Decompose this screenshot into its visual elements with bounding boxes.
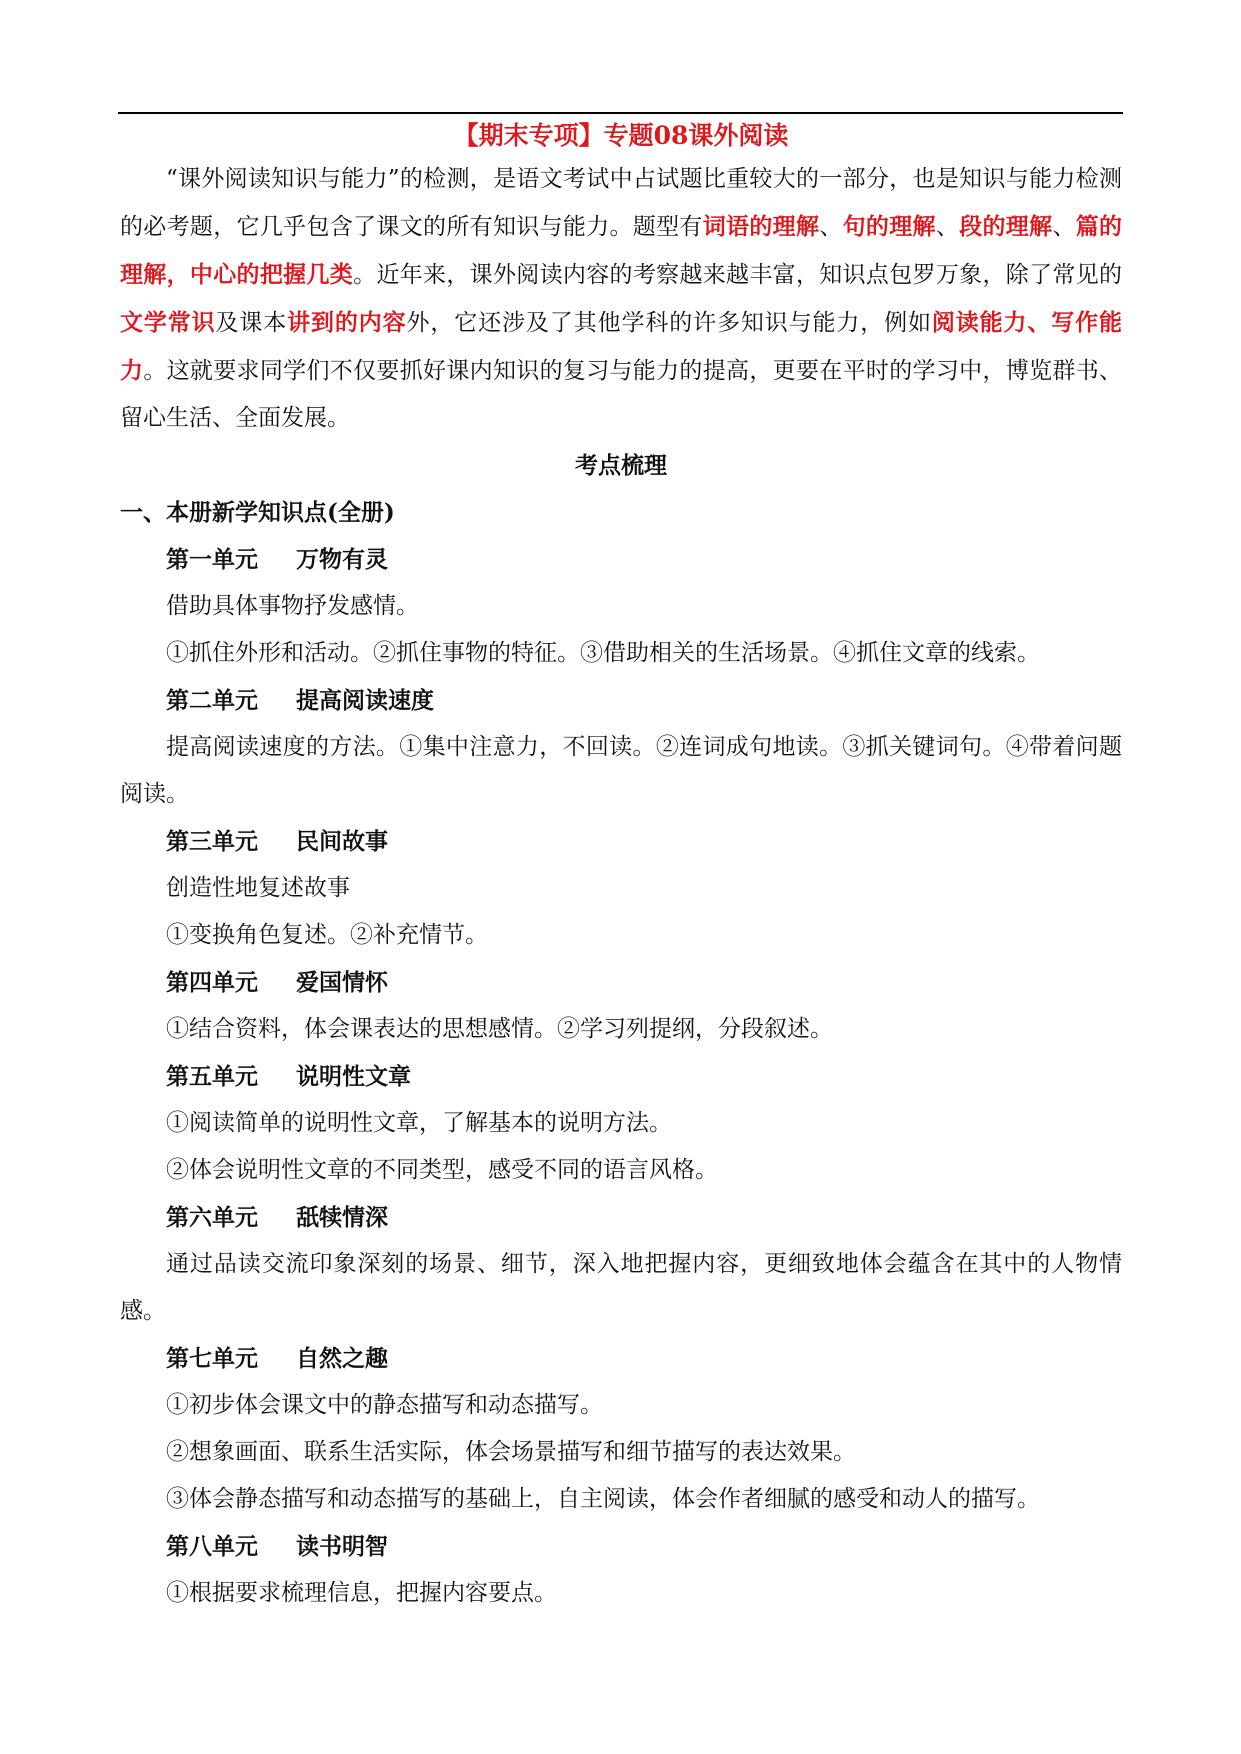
unit-heading	[120, 1335, 1122, 1382]
unit-point: ①根据要求梳理信息，把握内容要点。	[166, 1580, 557, 1606]
intro-text: 。这就要求同学们不仅要抓好课内知识的复习与能力的提高，更要在平时的学习中，博览群书、留心生活、全面发展。	[120, 358, 1123, 431]
unit-heading	[120, 1194, 1122, 1241]
unit-point: 创造性地复述故事	[166, 875, 350, 901]
intro-text: 及课本	[215, 310, 288, 336]
intro-text: 、	[819, 214, 843, 240]
intro-text: 。近年来，课外阅读内容的考察越来越丰富，知识点包罗万象，除了常见的	[353, 262, 1123, 288]
intro-highlight: 段的理解	[959, 213, 1053, 240]
unit-heading	[120, 818, 1122, 865]
intro-highlight: 篇的理解，中心的把握几类	[120, 213, 1123, 288]
unit-point: ②想象画面、联系生活实际，体会场景描写和细节描写的表达效果。	[166, 1439, 856, 1465]
unit-name: 说明性文章	[296, 1063, 411, 1090]
unit-heading	[120, 1523, 1122, 1570]
unit-name: 爱国情怀	[296, 969, 388, 996]
unit-name: 提高阅读速度	[296, 687, 434, 714]
unit-point: ①阅读简单的说明性文章，了解基本的说明方法。	[166, 1110, 672, 1136]
unit-point: ③体会静态描写和动态描写的基础上，自主阅读，体会作者细腻的感受和动人的描写。	[166, 1486, 1040, 1512]
intro-highlight: 句的理解	[842, 213, 936, 240]
document-body	[120, 116, 1122, 1617]
unit-heading	[120, 959, 1122, 1006]
unit-label: 第二单元	[166, 687, 258, 714]
intro-text: “课外阅读知识与能力”的检测，是语文考试中占试题比重较大的一部分，也是知识与能力检测的必考题，它几乎包含了课文的所有知识与能力。题型有	[120, 166, 1122, 240]
unit-label: 第六单元	[166, 1204, 258, 1231]
intro-highlight: 阅读能力、写作能力	[120, 309, 1123, 384]
unit-label: 第四单元	[166, 969, 258, 996]
unit-label: 第七单元	[166, 1345, 258, 1372]
unit-name: 民间故事	[296, 828, 388, 855]
intro-highlight: 文学常识	[120, 309, 216, 336]
intro-highlight: 讲到的内容	[287, 309, 407, 336]
unit-list	[120, 536, 1122, 1617]
unit-point: ①变换角色复述。②补充情节。	[166, 922, 488, 948]
unit-heading	[120, 536, 1122, 583]
unit-label: 第八单元	[166, 1533, 258, 1560]
unit-point: ②体会说明性文章的不同类型，感受不同的语言风格。	[166, 1157, 718, 1183]
unit-label: 第三单元	[166, 828, 258, 855]
unit-name: 舐犊情深	[296, 1204, 388, 1231]
unit-point: ①结合资料，体会课表达的思想感情。②学习列提纲，分段叙述。	[166, 1016, 833, 1042]
unit-name: 读书明智	[296, 1533, 388, 1560]
part-heading: 一、本册新学知识点(全册)	[120, 499, 395, 526]
document-title: 【期末专项】专题08课外阅读	[453, 121, 789, 150]
header-rule	[118, 112, 1123, 114]
unit-point: ①初步体会课文中的静态描写和动态描写。	[166, 1392, 603, 1418]
unit-point: ①抓住外形和活动。②抓住事物的特征。③借助相关的生活场景。④抓住文章的线索。	[166, 640, 1040, 666]
intro-text: 外，它还涉及了其他学科的许多知识与能力，例如	[406, 310, 932, 336]
section-heading: 考点梳理	[575, 452, 667, 479]
unit-label: 第五单元	[166, 1063, 258, 1090]
unit-point: 提高阅读速度的方法。①集中注意力，不回读。②连词成句地读。③抓关键词句。④带着问题阅读。	[120, 734, 1122, 807]
intro-text: 、	[1052, 214, 1076, 240]
unit-name: 自然之趣	[296, 1345, 388, 1372]
intro-paragraph	[120, 156, 1122, 442]
unit-point: 借助具体事物抒发感情。	[166, 593, 419, 619]
unit-name: 万物有灵	[296, 546, 388, 573]
unit-label: 第一单元	[166, 546, 258, 573]
unit-heading	[120, 1053, 1122, 1100]
intro-text: 、	[935, 214, 960, 240]
unit-heading	[120, 677, 1122, 724]
unit-point: 通过品读交流印象深刻的场景、细节，深入地把握内容，更细致地体会蕴含在其中的人物情感。	[120, 1251, 1122, 1324]
intro-highlight: 词语的理解	[702, 213, 820, 240]
